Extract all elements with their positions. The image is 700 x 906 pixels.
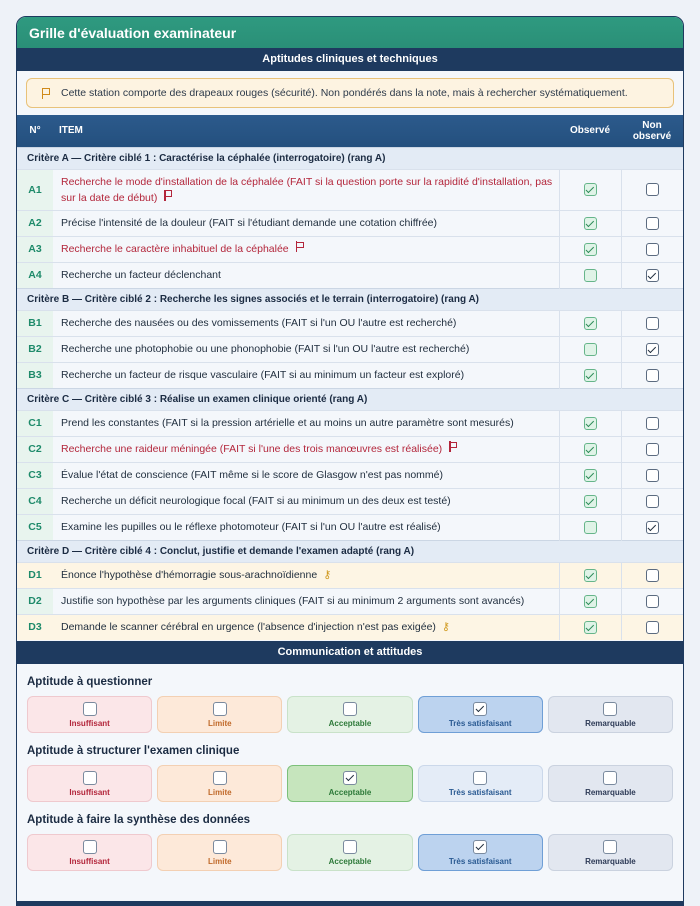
- rating-scale: [27, 696, 673, 733]
- rating-checkbox[interactable]: [83, 702, 97, 716]
- observed-checkbox[interactable]: [584, 183, 597, 196]
- rating-option-label: Insuffisant: [69, 788, 110, 797]
- item-code: B3: [17, 362, 53, 388]
- observed-checkbox[interactable]: [584, 317, 597, 330]
- criterion-label: Critère D — Critère ciblé 4 : Conclut, justifie et demande l'examen adapté (rang A): [17, 540, 683, 562]
- observed-checkbox[interactable]: [584, 243, 597, 256]
- rating-option-label: Insuffisant: [69, 857, 110, 866]
- item-text: Prend les constantes (FAIT si la pression artérielle et au moins un autre paramètre sont mesurés): [53, 410, 559, 436]
- observed-checkbox[interactable]: [584, 495, 597, 508]
- not-observed-checkbox[interactable]: [646, 417, 659, 430]
- table-row: [17, 614, 683, 640]
- observed-cell: [559, 362, 621, 388]
- observed-cell: [559, 169, 621, 210]
- red-flag-icon: [295, 241, 305, 252]
- rating-option[interactable]: [157, 696, 282, 733]
- item-code: C1: [17, 410, 53, 436]
- not-observed-cell: [621, 362, 683, 388]
- observed-checkbox[interactable]: [584, 369, 597, 382]
- col-item: ITEM: [53, 115, 559, 147]
- table-row: [17, 488, 683, 514]
- rating-checkbox[interactable]: [83, 771, 97, 785]
- rating-scale: [27, 834, 673, 871]
- item-code: C4: [17, 488, 53, 514]
- rating-option[interactable]: [418, 696, 543, 733]
- evaluation-card: [16, 16, 684, 906]
- not-observed-cell: [621, 310, 683, 336]
- table-row: [17, 362, 683, 388]
- red-flag-alert: [26, 78, 674, 108]
- col-observed: Observé: [559, 115, 621, 147]
- observed-checkbox[interactable]: [584, 269, 597, 282]
- item-text: Demande le scanner cérébral en urgence (l'absence d'injection n'est pas exigée) ⚷: [53, 614, 559, 640]
- observed-cell: [559, 588, 621, 614]
- not-observed-cell: [621, 514, 683, 540]
- observed-cell: [559, 462, 621, 488]
- criterion-label: Critère B — Critère ciblé 2 : Recherche les signes associés et le terrain (interrogatoire) (rang A): [17, 288, 683, 310]
- not-observed-cell: [621, 236, 683, 262]
- item-text: Précise l'intensité de la douleur (FAIT si l'étudiant demande une cotation chiffrée): [53, 210, 559, 236]
- criterion-row: [17, 288, 683, 310]
- item-code: C2: [17, 436, 53, 462]
- red-flag-icon: [448, 441, 458, 452]
- not-observed-checkbox[interactable]: [646, 569, 659, 582]
- rating-option-label: Très satisfaisant: [448, 719, 512, 728]
- observed-cell: [559, 514, 621, 540]
- rating-option-label: Acceptable: [328, 857, 372, 866]
- rating-checkbox[interactable]: [603, 840, 617, 854]
- not-observed-checkbox[interactable]: [646, 369, 659, 382]
- item-code: D2: [17, 588, 53, 614]
- rating-option[interactable]: [287, 696, 412, 733]
- rating-checkbox[interactable]: [473, 771, 487, 785]
- rating-option[interactable]: [548, 765, 673, 802]
- not-observed-cell: [621, 588, 683, 614]
- table-row: [17, 562, 683, 588]
- item-code: C5: [17, 514, 53, 540]
- observed-checkbox[interactable]: [584, 217, 597, 230]
- not-observed-cell: [621, 462, 683, 488]
- table-row: [17, 310, 683, 336]
- table-row: [17, 210, 683, 236]
- rating-option-label: Limite: [208, 857, 232, 866]
- table-row: [17, 462, 683, 488]
- rating-option[interactable]: [548, 696, 673, 733]
- observed-cell: [559, 436, 621, 462]
- item-code: A2: [17, 210, 53, 236]
- not-observed-cell: [621, 614, 683, 640]
- rating-option-label: Très satisfaisant: [448, 788, 512, 797]
- rating-checkbox[interactable]: [213, 771, 227, 785]
- observed-cell: [559, 236, 621, 262]
- observed-cell: [559, 262, 621, 288]
- table-row: [17, 336, 683, 362]
- rating-option-label: Remarquable: [585, 719, 636, 728]
- item-text: Recherche une raideur méningée (FAIT si l'une des trois manœuvres est réalisée): [53, 436, 559, 462]
- not-observed-checkbox[interactable]: [646, 469, 659, 482]
- observed-checkbox[interactable]: [584, 343, 597, 356]
- item-text: Recherche une photophobie ou une phonophobie (FAIT si l'un OU l'autre est recherché): [53, 336, 559, 362]
- observed-cell: [559, 614, 621, 640]
- rating-checkbox[interactable]: [473, 840, 487, 854]
- communication-section: [17, 664, 683, 871]
- observed-checkbox[interactable]: [584, 521, 597, 534]
- red-flag-icon: [163, 190, 173, 201]
- item-text: Recherche des nausées ou des vomissements (FAIT si l'un OU l'autre est recherché): [53, 310, 559, 336]
- not-observed-cell: [621, 562, 683, 588]
- aptitude-label: Aptitude à structurer l'examen clinique: [27, 745, 240, 757]
- criterion-row: [17, 147, 683, 169]
- rating-option-label: Très satisfaisant: [448, 857, 512, 866]
- not-observed-cell: [621, 169, 683, 210]
- rating-checkbox[interactable]: [603, 702, 617, 716]
- not-observed-cell: [621, 262, 683, 288]
- rating-option-label: Remarquable: [585, 788, 636, 797]
- section-clinical-header: Aptitudes cliniques et techniques: [17, 48, 683, 71]
- rating-checkbox[interactable]: [473, 702, 487, 716]
- rating-option[interactable]: [157, 765, 282, 802]
- col-not-observed: Non observé: [621, 115, 683, 147]
- rating-option[interactable]: [287, 765, 412, 802]
- col-num: N°: [17, 115, 53, 147]
- table-row: [17, 514, 683, 540]
- rating-option-label: Acceptable: [328, 788, 372, 797]
- item-text: Évalue l'état de conscience (FAIT même si le score de Glasgow n'est pas nommé): [53, 462, 559, 488]
- rating-option-label: Limite: [208, 719, 232, 728]
- observed-checkbox[interactable]: [584, 621, 597, 634]
- item-text: Énonce l'hypothèse d'hémorragie sous-arachnoïdienne ⚷: [53, 562, 559, 588]
- not-observed-checkbox[interactable]: [646, 443, 659, 456]
- rating-checkbox[interactable]: [343, 771, 357, 785]
- item-code: B2: [17, 336, 53, 362]
- rating-checkbox[interactable]: [213, 702, 227, 716]
- item-text: Recherche un facteur déclenchant: [53, 262, 559, 288]
- not-observed-checkbox[interactable]: [646, 243, 659, 256]
- rating-option[interactable]: [27, 765, 152, 802]
- rating-option-label: Acceptable: [328, 719, 372, 728]
- item-text: Recherche un facteur de risque vasculaire (FAIT si au minimum un facteur est exploré): [53, 362, 559, 388]
- observed-cell: [559, 562, 621, 588]
- rating-checkbox[interactable]: [343, 702, 357, 716]
- item-code: D3: [17, 614, 53, 640]
- not-observed-cell: [621, 436, 683, 462]
- observed-checkbox[interactable]: [584, 443, 597, 456]
- not-observed-checkbox[interactable]: [646, 317, 659, 330]
- rating-checkbox[interactable]: [83, 840, 97, 854]
- not-observed-cell: [621, 410, 683, 436]
- observed-cell: [559, 410, 621, 436]
- not-observed-cell: [621, 488, 683, 514]
- aptitude-label: Aptitude à questionner: [27, 676, 153, 688]
- criterion-row: [17, 388, 683, 410]
- observed-checkbox[interactable]: [584, 595, 597, 608]
- observed-checkbox[interactable]: [584, 569, 597, 582]
- item-text: Recherche un déficit neurologique focal (FAIT si au minimum un des deux est testé): [53, 488, 559, 514]
- key-icon: ⚷: [323, 569, 332, 581]
- not-observed-checkbox[interactable]: [646, 269, 659, 282]
- rating-option[interactable]: [27, 834, 152, 871]
- item-code: C3: [17, 462, 53, 488]
- table-row: [17, 236, 683, 262]
- observed-checkbox[interactable]: [584, 417, 597, 430]
- item-code: A3: [17, 236, 53, 262]
- alert-text: Cette station comporte des drapeaux rouges (sécurité). Non pondérés dans la note, mais à rechercher systématiquement.: [61, 87, 628, 99]
- aptitude-label: Aptitude à faire la synthèse des données: [27, 814, 251, 826]
- not-observed-checkbox[interactable]: [646, 343, 659, 356]
- rating-option[interactable]: [287, 834, 412, 871]
- table-row: [17, 436, 683, 462]
- item-code: A1: [17, 169, 53, 210]
- item-code: B1: [17, 310, 53, 336]
- criterion-row: [17, 540, 683, 562]
- criterion-label: Critère C — Critère ciblé 3 : Réalise un examen clinique orienté (rang A): [17, 388, 683, 410]
- not-observed-checkbox[interactable]: [646, 217, 659, 230]
- item-code: D1: [17, 562, 53, 588]
- rating-option[interactable]: [418, 765, 543, 802]
- table-row: [17, 410, 683, 436]
- rating-checkbox[interactable]: [603, 771, 617, 785]
- observed-cell: [559, 310, 621, 336]
- rating-checkbox[interactable]: [213, 840, 227, 854]
- item-text: Examine les pupilles ou le réflexe photomoteur (FAIT si l'un OU l'autre est réalisé): [53, 514, 559, 540]
- rating-option[interactable]: [548, 834, 673, 871]
- item-text: Recherche le caractère inhabituel de la céphalée: [53, 236, 559, 262]
- not-observed-checkbox[interactable]: [646, 495, 659, 508]
- observed-cell: [559, 336, 621, 362]
- items-table: [17, 115, 683, 640]
- flag-icon: [41, 88, 51, 99]
- rating-option[interactable]: [27, 696, 152, 733]
- not-observed-checkbox[interactable]: [646, 595, 659, 608]
- observed-checkbox[interactable]: [584, 469, 597, 482]
- not-observed-checkbox[interactable]: [646, 183, 659, 196]
- rating-option-label: Remarquable: [585, 857, 636, 866]
- not-observed-cell: [621, 336, 683, 362]
- rating-checkbox[interactable]: [343, 840, 357, 854]
- key-icon: ⚷: [441, 621, 450, 634]
- rating-scale: [27, 765, 673, 802]
- rating-option[interactable]: [418, 834, 543, 871]
- table-row: [17, 588, 683, 614]
- section-communication-header: Communication et attitudes: [17, 641, 683, 664]
- observed-cell: [559, 210, 621, 236]
- item-code: A4: [17, 262, 53, 288]
- item-text: Recherche le mode d'installation de la céphalée (FAIT si la question porte sur la rapidité d'installation, pas sur la date de début): [53, 169, 559, 210]
- table-row: [17, 169, 683, 210]
- page-title: Grille d'évaluation examinateur: [17, 17, 683, 48]
- rating-option-label: Insuffisant: [69, 719, 110, 728]
- not-observed-checkbox[interactable]: [646, 621, 659, 634]
- rating-option[interactable]: [157, 834, 282, 871]
- not-observed-cell: [621, 210, 683, 236]
- item-text: Justifie son hypothèse par les arguments cliniques (FAIT si au minimum 2 arguments sont avancés): [53, 588, 559, 614]
- footer-bar: [17, 901, 683, 905]
- not-observed-checkbox[interactable]: [646, 521, 659, 534]
- table-row: [17, 262, 683, 288]
- rating-option-label: Limite: [208, 788, 232, 797]
- criterion-label: Critère A — Critère ciblé 1 : Caractérise la céphalée (interrogatoire) (rang A): [17, 147, 683, 169]
- observed-cell: [559, 488, 621, 514]
